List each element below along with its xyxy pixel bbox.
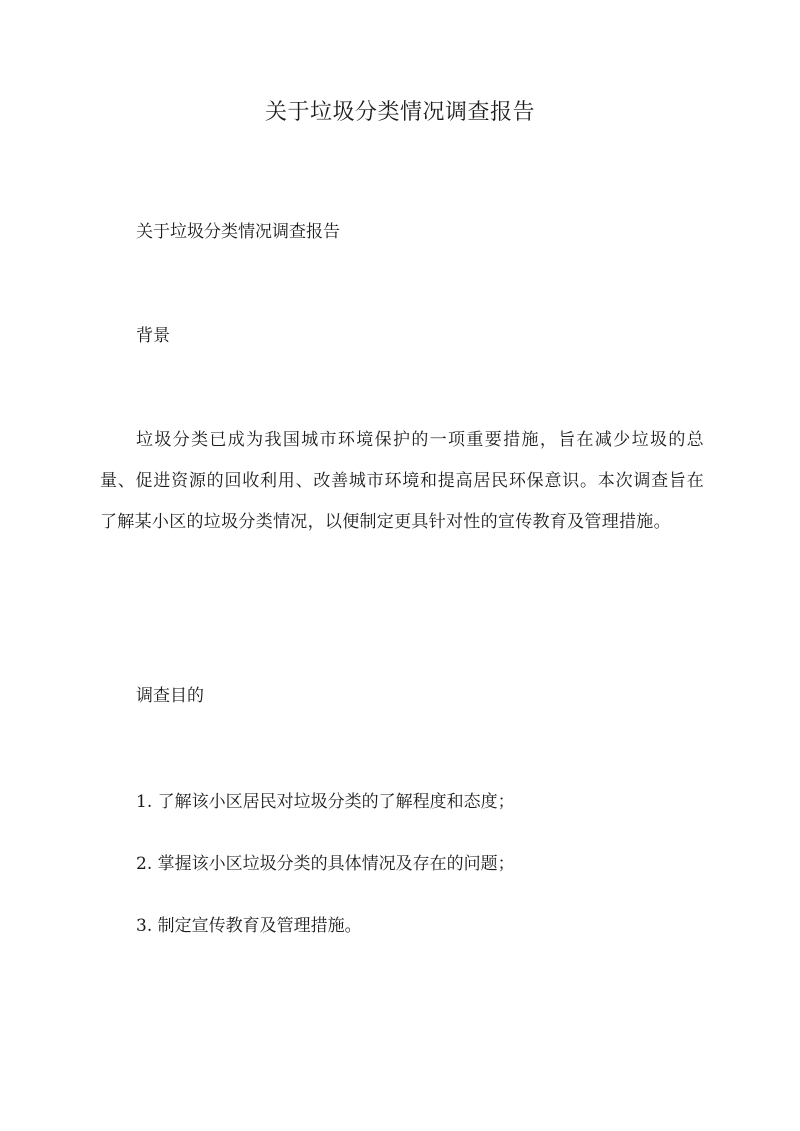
purpose-item-1: 1. 了解该小区居民对垃圾分类的了解程度和态度；	[136, 792, 515, 812]
section-heading-background: 背景	[136, 326, 170, 346]
purpose-item-3: 3. 制定宣传教育及管理措施。	[136, 916, 362, 936]
document-title: 关于垃圾分类情况调查报告	[264, 100, 535, 125]
document-subtitle: 关于垃圾分类情况调查报告	[136, 222, 340, 242]
background-paragraph: 垃圾分类已成为我国城市环境保护的一项重要措施，旨在减少垃圾的总量、促进资源的回收利用、改善城市环境和提高居民环保意识。本次调查旨在了解某小区的垃圾分类情况，以便制定更具针对性的宣传教育及管理措施。	[100, 430, 704, 532]
section-heading-purpose: 调查目的	[136, 686, 204, 706]
purpose-item-2: 2. 掌握该小区垃圾分类的具体情况及存在的问题；	[136, 854, 515, 874]
